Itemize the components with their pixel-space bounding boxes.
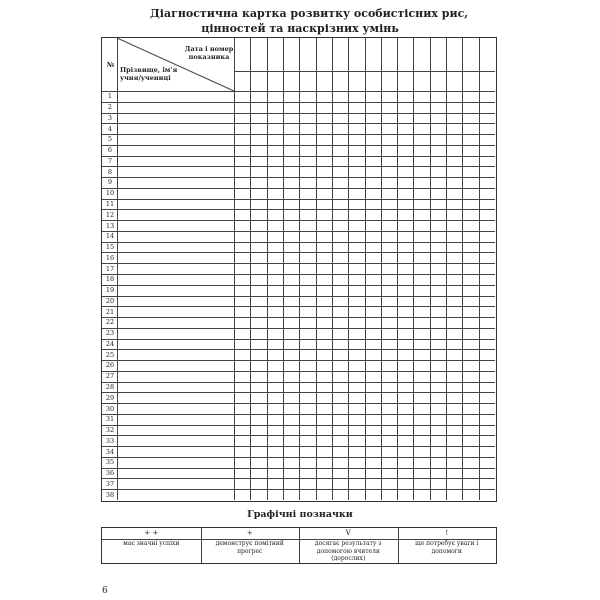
row-divider [102,166,495,167]
row-divider [102,285,495,286]
diagnostic-table [101,37,497,502]
row-divider [102,382,495,383]
row-number: 2 [107,103,113,112]
row-number: 5 [107,135,113,144]
row-divider [102,113,495,114]
row-divider [102,274,495,275]
row-divider [102,328,495,329]
row-number: 34 [105,447,115,456]
row-number: 38 [105,490,115,499]
indicator-column-divider [250,38,251,500]
row-divider [102,102,495,103]
row-divider [102,134,495,135]
legend-description: демонструє помітний прогрес [215,540,284,555]
row-divider [102,263,495,264]
row-number: 27 [105,372,115,381]
row-number: 29 [105,393,115,402]
row-divider [102,123,495,124]
row-number: 6 [107,146,113,155]
indicator-column-divider [283,38,284,500]
indicator-column-divider [381,38,382,500]
row-number: 20 [105,296,115,305]
indicator-column-divider [365,38,366,500]
row-divider [102,489,495,490]
row-divider [102,339,495,340]
row-number: 36 [105,469,115,478]
row-number: 25 [105,350,115,359]
row-divider [102,145,495,146]
row-number: 11 [105,200,115,208]
row-number: 1 [107,92,113,101]
card-title [150,6,469,36]
row-divider [102,252,495,253]
indicator-column-divider [332,38,333,500]
row-number: 22 [105,318,115,327]
row-divider [102,457,495,458]
row-divider [102,242,495,243]
indicator-column-divider [316,38,317,500]
legend-table [101,527,497,564]
row-divider [102,468,495,469]
number-column-header: № [106,60,115,69]
row-number: 8 [107,167,113,176]
row-number: 12 [105,210,115,219]
row-number: 7 [107,156,113,165]
row-number: 17 [105,264,115,273]
indicator-column-divider [267,38,268,500]
row-divider [102,306,495,307]
number-column-divider [117,38,118,500]
legend-description: ще потребує уваги і допомоги [415,540,479,555]
row-number: 13 [105,221,115,230]
row-number: 30 [105,404,115,413]
header-sub-line [234,71,495,72]
row-divider [102,317,495,318]
row-number: 21 [105,307,115,316]
row-divider [102,425,495,426]
row-divider [102,231,495,232]
row-divider [102,403,495,404]
row-number: 9 [107,178,113,187]
row-number: 28 [105,382,115,391]
indicator-column-divider [299,38,300,500]
row-number: 26 [105,361,115,370]
row-number: 15 [105,243,115,252]
row-number: 35 [105,458,115,467]
row-number: 10 [105,189,115,198]
row-divider [102,371,495,372]
row-divider [102,220,495,221]
row-number: 32 [105,426,115,435]
row-number: 24 [105,339,115,348]
row-number: 14 [105,232,115,241]
card-title-line-1: Діагностична картка розвитку особистісних рис, [150,7,469,20]
row-divider [102,188,495,189]
student-name-header: Прізвище, ім'я учня/учениці [120,66,178,82]
indicator-column-divider [348,38,349,500]
row-divider [102,360,495,361]
indicator-column-divider [397,38,398,500]
row-divider [102,435,495,436]
legend-description: має значні успіхи [123,540,180,547]
indicator-column-divider [446,38,447,500]
row-number: 4 [107,124,113,133]
indicator-column-divider [479,38,480,500]
row-divider [102,156,495,157]
row-divider [102,209,495,210]
legend-symbol: + + [144,529,159,537]
legend-symbol: ! [445,529,449,537]
legend-description: досягає результату з допомогою вчителя (дорослих) [314,540,382,562]
row-number: 18 [105,275,115,284]
row-number: 31 [105,415,115,424]
indicator-column-divider [413,38,414,500]
row-divider [102,414,495,415]
page-number: 6 [102,586,108,596]
row-divider [102,349,495,350]
row-number: 23 [105,329,115,338]
header-bottom-line [102,91,495,92]
legend-symbol: + [246,529,253,537]
row-number: 16 [105,253,115,262]
row-number: 37 [105,479,115,488]
date-indicator-header: Дата і номер показника [184,45,234,61]
row-divider [102,446,495,447]
row-divider [102,199,495,200]
row-divider [102,392,495,393]
legend-title: Графічні позначки [247,509,353,520]
row-number: 33 [105,436,115,445]
row-number: 19 [105,286,115,295]
row-divider [102,177,495,178]
name-column-divider [234,38,235,500]
row-number: 3 [107,113,113,122]
row-divider [102,296,495,297]
row-divider [102,478,495,479]
indicator-column-divider [430,38,431,500]
legend-symbol: V [345,529,351,537]
card-title-line-2: цінностей та наскрізних умінь [201,22,399,35]
indicator-column-divider [462,38,463,500]
